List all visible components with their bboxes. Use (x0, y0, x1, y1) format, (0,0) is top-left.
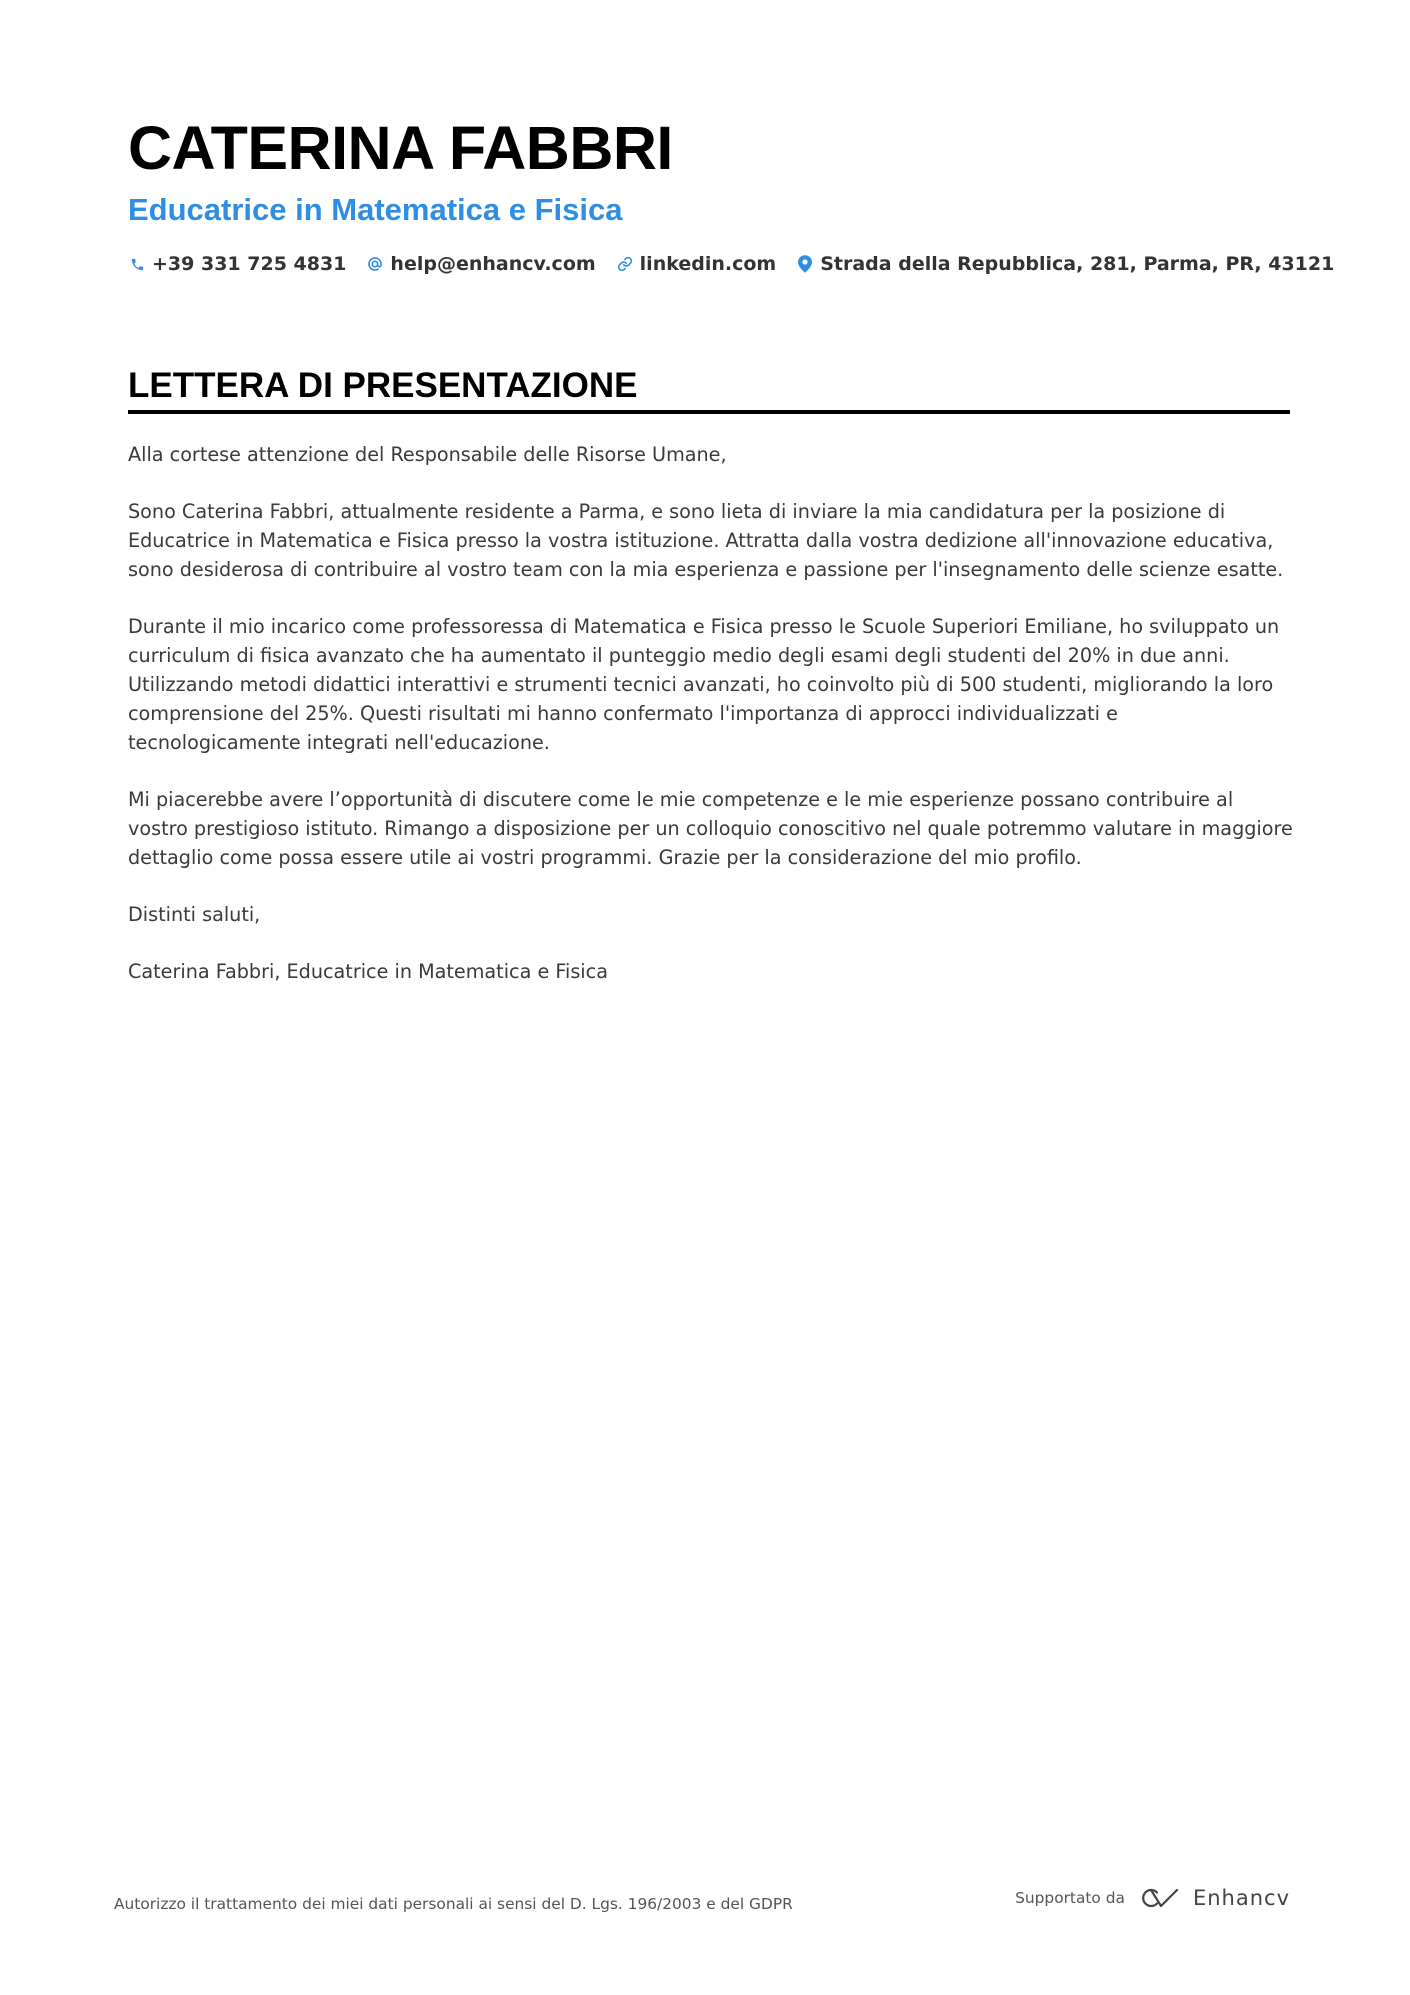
contact-email[interactable] (366, 253, 595, 275)
phone-icon (128, 254, 146, 274)
contact-phone (128, 253, 346, 275)
phone-text: +39 331 725 4831 (152, 253, 347, 275)
privacy-note: Autorizzo il trattamento dei miei dati personali ai sensi del D. Lgs. 196/2003 e del GDPR (114, 1895, 793, 1913)
brand-name: Enhancv (1192, 1886, 1290, 1910)
powered-by-label: Supportato da (1015, 1889, 1125, 1907)
section-title: LETTERA DI PRESENTAZIONE (128, 366, 638, 405)
letter-body (128, 440, 1293, 1014)
job-title: Educatrice in Matematica e Fisica (128, 192, 623, 227)
linkedin-text: linkedin.com (639, 253, 777, 275)
letter-salutation: Alla cortese attenzione del Responsabile delle Risorse Umane, (128, 443, 727, 466)
contact-address (796, 253, 1334, 275)
email-text: help@enhancv.com (390, 253, 596, 275)
letter-paragraph: Durante il mio incarico come professoressa di Matematica e Fisica presso le Scuole Superiori Emiliane, ho sviluppato un curriculum di fisica avanzato che ha aumentato il punteggio medio degli esami degli studenti del 20% in due anni. Utilizzando metodi didattici interattivi e strumenti tecnici avanzati, ho coinvolto più di 500 studenti, migliorando la loro comprensione del 25%. Questi risultati mi hanno confermato l'importanza di approcci individualizzati e tecnologicamente integrati nell'educazione. (128, 615, 1280, 754)
address-text: Strada della Repubblica, 281, Parma, PR, 43121 (820, 253, 1335, 275)
at-icon (366, 254, 384, 274)
letter-paragraph: Mi piacerebbe avere l’opportunità di discutere come le mie competenze e le mie esperienze possano contribuire al vostro prestigioso istituto. Rimango a disposizione per un colloquio conoscitivo nel quale potremmo valutare in maggiore dettaglio come possa essere utile ai vostri programmi. Grazie per la considerazione del mio profilo. (128, 788, 1293, 869)
contact-bar (128, 253, 1354, 275)
letter-closing: Distinti saluti, (128, 903, 261, 926)
link-icon (616, 254, 634, 274)
powered-by[interactable] (1015, 1886, 1290, 1910)
section-divider (128, 410, 1290, 414)
letter-paragraph: Sono Caterina Fabbri, attualmente residente a Parma, e sono lieta di inviare la mia candidatura per la posizione di Educatrice in Matematica e Fisica presso la vostra istituzione. Attratta dalla vostra dedizione all'innovazione educativa, sono desiderosa di contribuire al vostro team con la mia esperienza e passione per l'insegnamento delle scienze esatte. (128, 500, 1284, 581)
location-pin-icon (796, 254, 814, 274)
enhancv-logo-icon (1137, 1886, 1183, 1910)
letter-signature: Caterina Fabbri, Educatrice in Matematica e Fisica (128, 960, 608, 983)
contact-linkedin[interactable] (616, 253, 777, 275)
candidate-name: CATERINA FABBRI (128, 114, 673, 182)
